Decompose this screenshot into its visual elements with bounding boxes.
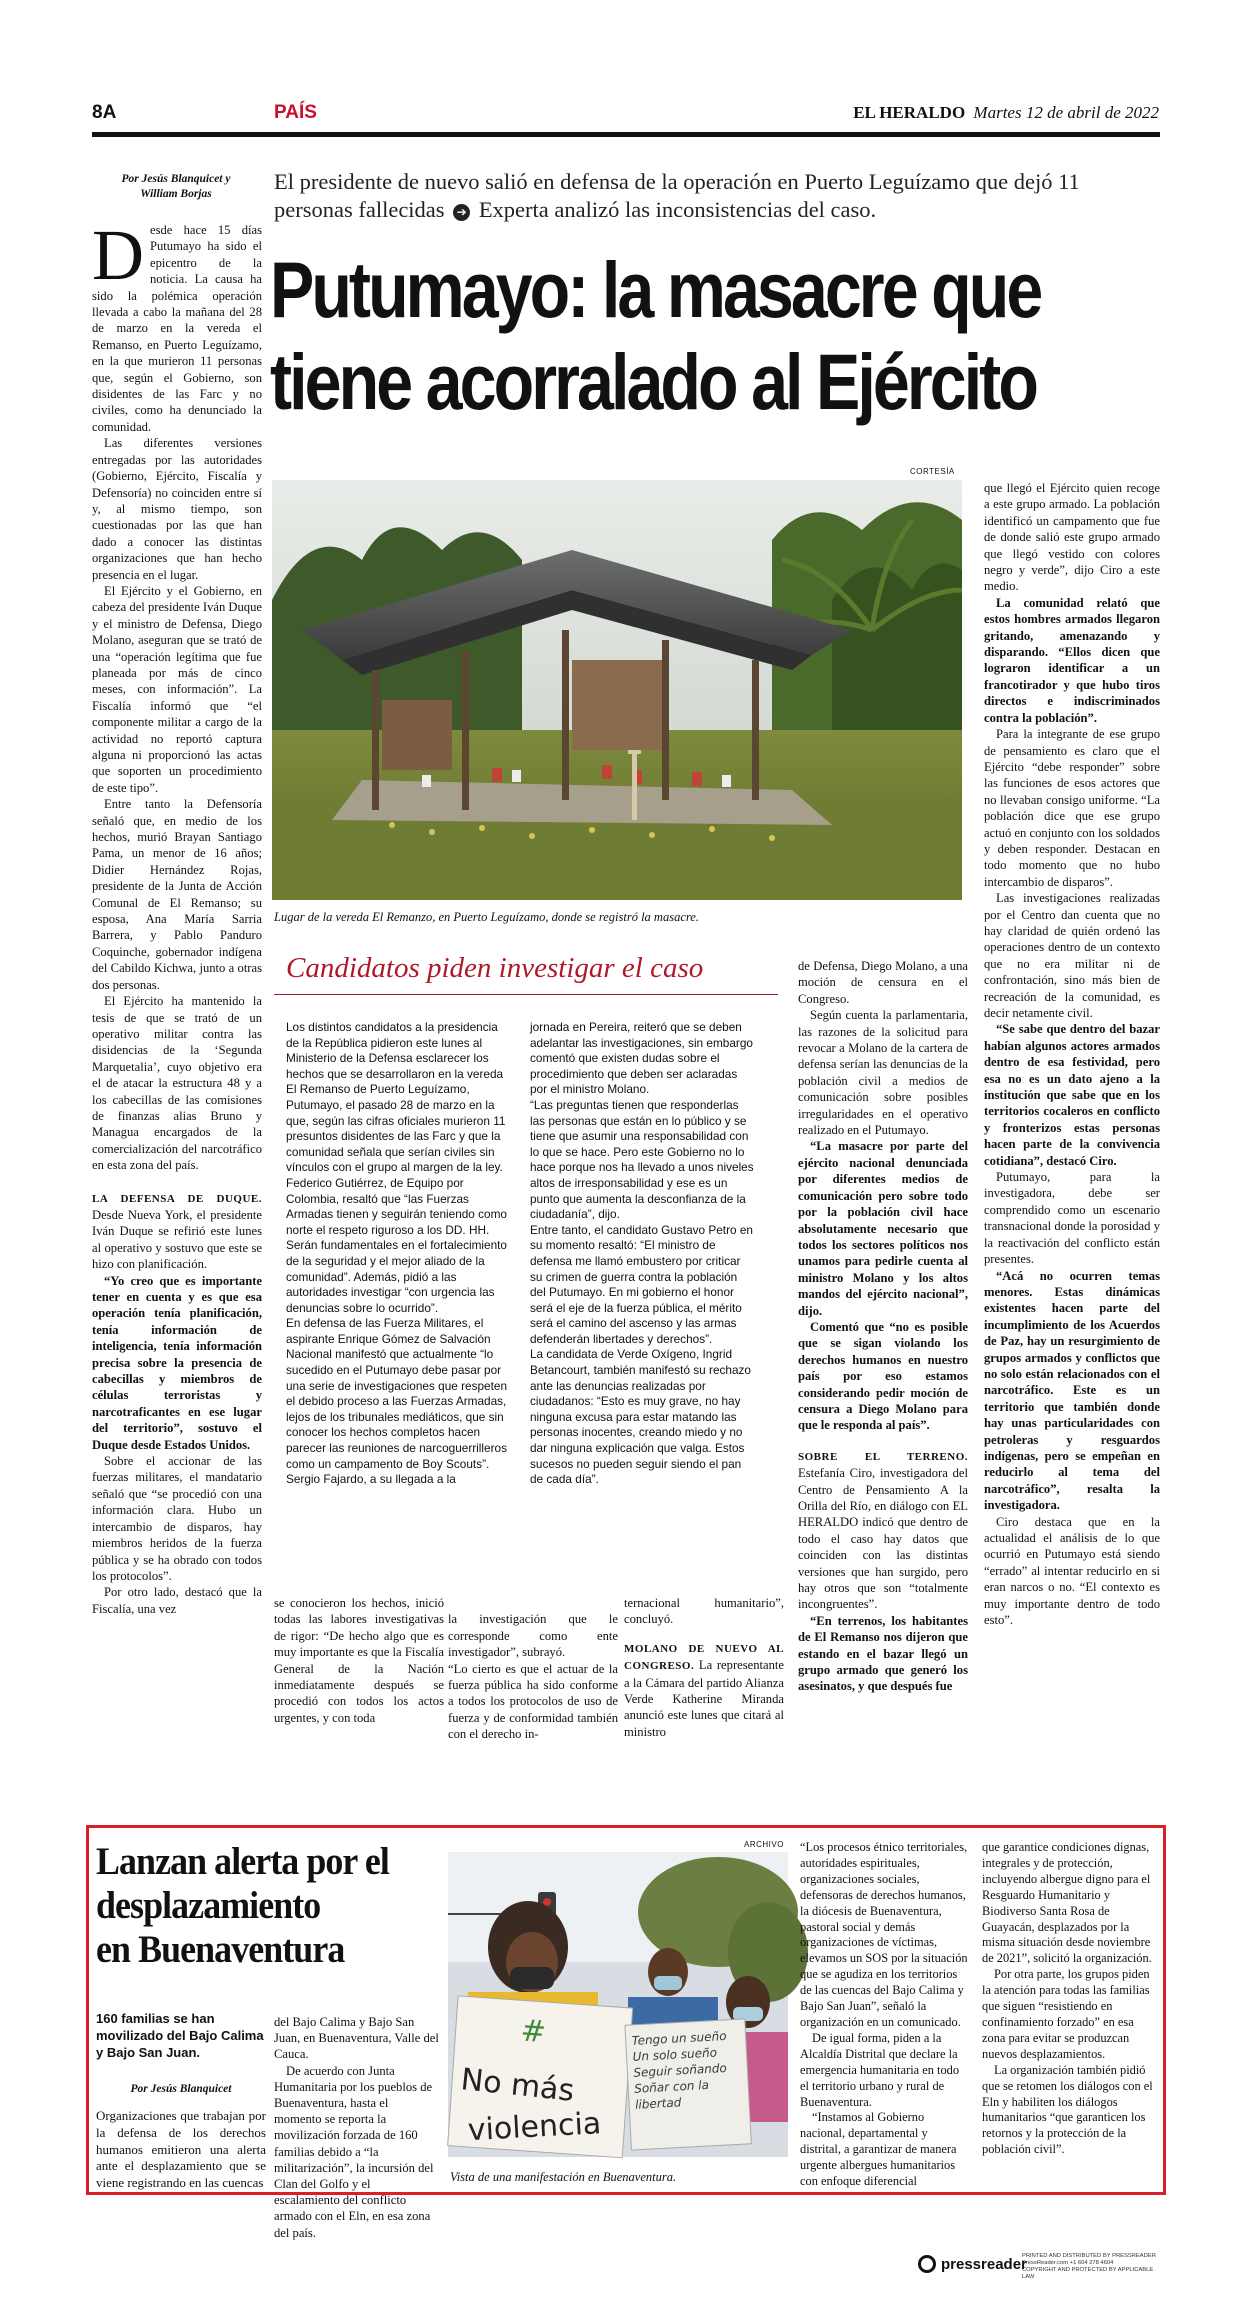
- header-right: [853, 103, 1159, 123]
- col4-text: ternacional humanitario”, concluyó.: [624, 1596, 784, 1627]
- copyright: COPYRIGHT AND PROTECTED BY APPLICABLE LAW: [1022, 2267, 1154, 2280]
- second-col4-paragraph: Por otra parte, los grupos piden la atención para todas las familias que siguen “resistiendo en confinamiento forzado” en esa zona para evitar se produzcan nuevos desplazamientos.: [982, 1967, 1150, 2061]
- col5-paragraph: de Defensa, Diego Molano, a una moción de censura en el Congreso.: [798, 959, 968, 1006]
- main-photo-caption: Lugar de la vereda El Remanzo, en Puerto Leguízamo, donde se registró la masacre.: [274, 910, 699, 924]
- col1-paragraph: El Ejército y el Gobierno, en cabeza del presidente Iván Duque y el ministro de Defensa, Diego Molano, aseguran que se trató de una “operación legítima que fue planeada por más de cinco meses, con información”. La Fiscalía informó que “el componente militar a cargo de la actividad no reportó captura alguna ni proporcionó las actas que soporten un procedimiento de este tipo”.: [92, 583, 262, 795]
- kicker-text-2: Experta analizó las inconsistencias del caso.: [478, 197, 877, 222]
- second-col3-paragraph: De igual forma, piden a la Alcaldía Distrital que declare la emergencia humanitaria en todo el territorio urbano y rural de Buenaventura.: [800, 2030, 960, 2109]
- main-column-5: [798, 958, 968, 1776]
- main-headline: [270, 244, 1041, 428]
- col2-text: se conocieron los hechos, inició todas las labores investigativas de rigor: “De hecho algo que es muy importante es que la Fiscalía General de la Nación inmediatamente después se procedió con todos los actos urgentes, y con toda: [274, 1596, 444, 1725]
- col1-paragraph: El Ejército ha mantenido la tesis de que se trató de un operativo militar contra las disidencias de la ‘Segunda Marquetalia’, cuyo objetivo era el de atacar la estructura 48 y a los cabecillas de las comisiones de finanzas alias Bruno y Managua encargados de la comercialización del narcotráfico en esta zona del país.: [92, 994, 262, 1173]
- second-col1-text: Organizaciones que trabajan por la defensa de los derechos humanos emitieron una alerta ante el desplazamiento que se viene registrando en las cuencas: [96, 2108, 266, 2191]
- col6-paragraph: Las investigaciones realizadas por el Centro dan cuenta que no hay claridad de quién ordenó las operaciones dentro de un contexto que no era militar ni de confrontación, sino más bien de recreación de la comunidad, es decir netamente civil.: [984, 891, 1160, 1020]
- main-byline: [92, 172, 260, 202]
- sidebar-paragraph: En defensa de las Fuerza Militares, el aspirante Enrique Gómez de Salvación Nacional manifestó que actualmente “lo sucedido en el Putumayo debe pasar por una serie de investigaciones que respeten el debido proceso a las Fuerzas Armadas, lejos de los tribunales mediáticos, que sin conocer los hechos completos hacen parecer las reuniones de narcoguerrilleros como un campamento de Boy Scouts”.: [286, 1316, 508, 1471]
- second-col3-paragraph: “Instamos al Gobierno nacional, departamental y distrital, a garantizar de manera urgente albergues humanitarios con enfoque diferencial: [800, 2110, 957, 2189]
- headline-line: Putumayo: la masacre que: [270, 245, 1041, 334]
- print-contact: [1022, 2260, 1162, 2267]
- col1-paragraph: Las diferentes versiones entregadas por las autoridades (Gobierno, Ejército, Fiscalía y Defensoría) no coinciden entre sí y, al mismo tiempo, son cuestionadas por las que han dado a conocer las distintas organizaciones que han hecho presencia en el lugar.: [92, 436, 262, 582]
- section-lead: LA DEFENSA DE DUQUE.: [92, 1192, 262, 1205]
- sidebar-paragraph: La candidata de Verde Oxígeno, Ingrid Betancourt, también manifestó su rechazo ante las denuncias realizadas por ciudadanos: “Esto es muy grave, no hay ninguna excusa para estar matando las personas inocentes, creando miedo y no dar ninguna explicación que valga. Estos sucesos no pueden seguir siendo el pan de cada día”.: [530, 1347, 751, 1487]
- col5-lead-text: Estefanía Ciro, investigadora del Centro de Pensamiento A la Orilla del Río, en diálogo con EL HERALDO indicó que dentro de todo el caso hay datos que coinciden con las distintas versiones que han surgido, pero hay otros que son “totalmente incongruentes”.: [798, 1466, 968, 1612]
- main-column-4: [624, 1595, 784, 1775]
- byline-line1: Por Jesús Blanquicet y: [121, 173, 231, 185]
- col3-text: la investigación que le corresponde como ente investigador”, subrayó. “Lo cierto es que el actuar de la fuerza pública ha sido conforme a todos los protocolos de uso de fuerza y de conformidad también con el derecho in-: [448, 1612, 618, 1742]
- kicker: [274, 168, 1154, 224]
- sign-hashtag: #: [519, 2013, 548, 2051]
- headline-line: Lanzan alerta por el: [96, 1840, 389, 1883]
- pressreader-logo: [918, 2255, 1027, 2273]
- issue-date: Martes 12 de abril de 2022: [973, 103, 1159, 122]
- second-column-2: [274, 2014, 439, 2240]
- section-lead: SOBRE EL TERRENO.: [798, 1450, 968, 1463]
- headline-line: tiene acorralado al Ejército: [270, 337, 1036, 426]
- sidebar-paragraph: jornada en Pereira, reiteró que se deben adelantar las investigaciones, sin embargo comentó que existen dudas sobre el procedimiento que deben ser aclaradas por el ministro Molano.: [530, 1020, 753, 1097]
- col5-quote: Comentó que “no es posible que se sigan violando los derechos humanos en nuestro país por eso estamos considerando pedir moción de censura a Diego Molano para que le responda al país”.: [798, 1319, 968, 1433]
- header-rule: [92, 132, 1160, 137]
- second-col3-paragraph: “Los procesos étnico territoriales, autoridades espirituales, organizaciones sociales, defensoras de derechos humanos, la diócesis de Buenaventura, pastoral social y demás organizaciones de víctimas, elevamos un SOS por la situación que se agudiza en los territorios de las cuencas del Bajo Calima y Bajo San Juan”, señaló la organización en un comunicado.: [800, 1840, 968, 2029]
- arrow-right-icon: ➔: [453, 204, 470, 221]
- second-column-4: [982, 1840, 1158, 2190]
- col1-paragraph: Por otro lado, destacó que la Fiscalía, una vez: [92, 1585, 262, 1616]
- pressreader-brand: pressreader: [941, 2255, 1027, 2273]
- main-column-1: [92, 215, 262, 1777]
- pressreader-icon: [918, 2255, 936, 2273]
- second-col2-paragraph: del Bajo Calima y Bajo San Juan, en Buenaventura, Valle del Cauca.: [274, 2015, 439, 2062]
- sidebar-paragraph: “Las preguntas tienen que responderlas las personas que están en lo público y se tiene que asumir una responsabilidad con lo que se hace. Pero este Gobierno no lo hace porque nos ha llevado a unos niveles altos de irresponsabilidad y ese es un punto que aumenta la desconfianza de la ciudadanía”, dijo.: [530, 1097, 754, 1222]
- sign-text-violencia: violencia: [466, 2106, 603, 2149]
- second-col2-paragraph: De acuerdo con Junta Humanitaria por los pueblos de Buenaventura, hasta el momento se reporta la movilización forzada de 160 familias debido a “la militarización”, la incursión del Clan del Golfo y el escalamiento del conflicto armado con el Eln, en esa zona del país.: [274, 2063, 434, 2240]
- main-column-6: [984, 480, 1160, 1776]
- second-photo-credit: ARCHIVO: [744, 1840, 784, 1849]
- newspaper-name: EL HERALDO: [853, 103, 966, 122]
- sidebar-column-2: [530, 1020, 756, 1590]
- photo-credit: CORTESÍA: [910, 467, 955, 476]
- col6-quote: “Se sabe que dentro del bazar habían algunos actores armados dentro de esa festividad, pero esa no es un dato ajeno a la institución que sabe que en los territorios cocaleros en conflicto y fronterizos estas personas hacen parte de la convivencia cotidiana”, destacó Ciro.: [984, 1022, 1160, 1168]
- col5-quote: “La masacre por parte del ejército nacional denunciada por diferentes medios de comunicación pero sobre todo por la población civil hace absolutamente necesario que todos los sectores políticos nos unamos para pedirle cuenta al ministro Molano y los altos mandos del ejército nacional”, dijo.: [798, 1139, 968, 1318]
- second-headline: [96, 1840, 427, 1972]
- drop-cap: D: [92, 215, 144, 295]
- kicker-text: El presidente de nuevo salió en defensa de la operación en Puerto Leguízamo que dejó 11 personas fallecidas: [274, 169, 1080, 222]
- sign-text-no-mas: No más: [459, 2062, 576, 2109]
- sidebar-paragraph: Federico Gutiérrez, de Equipo por Colombia, resaltó que “las Fuerzas Armadas tienen y seguirán teniendo como norte el respeto riguroso a los DD. HH. Serán fundamentales en el fortalecimiento de la seguridad y el mejor aliado de la comunidad”. Además, pidió a las autoridades investigar “con urgencia las denuncias sobre lo ocurrido”.: [286, 1175, 507, 1315]
- col6-quote: La comunidad relató que estos hombres armados llegaron gritando, amenazando y disparando. “Ellos dicen que lograron identificar a un francotirador y que hubo tiros directos e indiscriminados contra la población”.: [984, 595, 1160, 725]
- headline-line: desplazamiento: [96, 1884, 321, 1927]
- col6-quote: “Acá no ocurren temas menores. Estas dinámicas existentes hacen parte del incumplimiento de los Acuerdos de Paz, hay un resurgimiento de grupos armados y conflictos que no solo están relacionados con el narcotráfico. Este es un territorio que también donde hay unas particularidades con petroleras y resguardos indígenas, pero se empeñan en reducirlo al tema del narcotráfico”, resalta la investigadora.: [984, 1268, 1160, 1513]
- col1-intro-paragraph: [92, 215, 262, 435]
- main-column-2: [274, 1595, 444, 1775]
- main-column-3: [448, 1595, 618, 1775]
- col1-intro-text: esde hace 15 días Putumayo ha sido el epicentro de la noticia. La causa ha sido la polémica operación llevada a cabo la mañana del 28 de marzo en la vereda el Remanso, en Puerto Leguízamo, en la que murieron 11 personas que, según el Gobierno, son disidentes de las Farc y no civiles, como ha denunciado la comunidad.: [92, 223, 262, 434]
- masacre-site-photo: [272, 480, 962, 900]
- sign2-text: Tengo un sueño Un solo sueño Seguir soñando Soñar con la libertad: [631, 2028, 728, 2112]
- col1-paragraph: Sobre el accionar de las fuerzas militares, el mandatario señaló que “se procedió con una información clara. Hubo un intercambio de disparos, hay miembros heridos de la fuerza pública y se ha obrado con todos los protocolos”.: [92, 1454, 262, 1583]
- section-label: PAÍS: [274, 102, 317, 123]
- col4-lead-text: La representante a la Cámara del partido Alianza Verde Katherine Miranda anunció este lunes que citará al ministro: [624, 1658, 784, 1739]
- sidebar-paragraph: Entre tanto, el candidato Gustavo Petro en su momento resaltó: “El ministro de defensa me llamó embustero por criticar su crimen de guerra contra la población del Putumayo. En mi gobierno el honor será el eje de la fuerza pública, el mérito será el camino del ascenso y las armas defenderán libertades y derechos”.: [530, 1222, 753, 1346]
- sidebar-rule: [274, 994, 778, 995]
- col1-paragraph: Entre tanto la Defensoría señaló que, en medio de los hechos, murió Brayan Santiago Pama, un menor de 16 años; Didier Hernández Rojas, presidente de la Junta de Acción Comunal de El Remanso; su esposa, Ana María Sarria Barrera, y Pablo Panduro Coquinche, gobernador indígena del Cabildo Kichwa, junto a otras dos personas.: [92, 797, 262, 992]
- col5-paragraph: Según cuenta la parlamentaria, las razones de la solicitud para revocar a Molano de la cartera de defensa serían las denuncias de la población civil a medios de comunicación sobre posibles irregularidades en el operativo realizado en el Putumayo.: [798, 1008, 968, 1138]
- col1-lead-text: Desde Nueva York, el presidente Iván Duque se refirió este lunes al operativo y sostuvo que este se hizo con planificación.: [92, 1207, 262, 1272]
- sidebar-paragraph: Sergio Fajardo, a su llegada a la: [286, 1472, 456, 1487]
- buenaventura-protest-photo: [448, 1852, 788, 2157]
- headline-line: en Buenaventura: [96, 1928, 345, 1971]
- col6-paragraph: Putumayo, para la investigadora, debe ser comprendido como un escenario transnacional donde la porosidad y la reactivación del conflicto están presentes.: [984, 1170, 1160, 1267]
- col1-lead-paragraph: [92, 1190, 262, 1273]
- second-col4-paragraph: La organización también pidió que se retomen los diálogos con el Eln y habiliten los diálogos humanitarios “que garanticen los retornos y la protección de la población civil”.: [982, 2062, 1153, 2157]
- col1-quote: “Yo creo que es importante tener en cuenta y es que esa operación tenía planificación, tenía información de inteligencia, tenía información precisa sobre la presencia de cabecillas y miembros de células terroristas y narcotraficantes en ese lugar del territorio”, sostuvo el Duque desde Estados Unidos.: [92, 1273, 262, 1452]
- col4-lead-paragraph: [624, 1640, 784, 1740]
- second-column-1: [96, 2108, 266, 2191]
- col6-paragraph: que llegó el Ejército quien recoge a este grupo armado. La población identificó un campamento que fue de donde salió este grupo armado que llegó vestido con colores negro y verde”, dijo Ciro a este medio.: [984, 481, 1160, 594]
- second-photo: [448, 1852, 788, 2157]
- sidebar-column-1: [286, 1020, 508, 1590]
- sidebar-title: Candidatos piden investigar el caso: [286, 952, 704, 984]
- col6-paragraph: Para la integrante de ese grupo de pensamiento es claro que el Ejército “debe responder” sobre las funciones de esos actores que no llevaban consigo uniforme. “La población dice que ese grupo actuó en conjunto con los soldados y deben responder. Destacan en todo momento que no hubo intercambio de disparos”.: [984, 727, 1160, 889]
- col5-lead-paragraph: [798, 1448, 968, 1613]
- print-phone: +1 604 278 4604: [1069, 2260, 1114, 2266]
- main-photo: [272, 480, 962, 900]
- print-note: PRINTED AND DISTRIBUTED BY PRESSREADER: [1022, 2253, 1156, 2259]
- page-number: 8A: [92, 102, 117, 123]
- print-url: PressReader.com: [1022, 2260, 1069, 2266]
- second-col4-paragraph: que garantice condiciones dignas, integrales y de protección, incluyendo albergue digno para el Resguardo Humanitario y Biodiverso Santa Rosa de Guayacán, desplazados por la misma situación desde noviembre de 2021”, solicitó la organización.: [982, 1840, 1152, 1966]
- second-subhead: 160 familias se han movilizado del Bajo Calima y Bajo San Juan.: [96, 2011, 264, 2060]
- byline-line2: William Borjas: [140, 188, 212, 200]
- col6-paragraph: Ciro destaca que en la actualidad el análisis de lo que ocurrió en Putumayo está siendo “errado” al intentar reducirlo en si eran narcos o no. “El contexto es muy importante dentro de todo esto”.: [984, 1514, 1160, 1628]
- second-photo-caption: Vista de una manifestación en Buenaventura.: [450, 2170, 677, 2184]
- print-notice: [1022, 2253, 1162, 2281]
- section-lead: MOLANO DE NUEVO AL CONGRESO.: [624, 1642, 784, 1673]
- col5-quote: “En terrenos, los habitantes de El Remanso nos dijeron que estando en el bazar llegó un grupo armado que generó los asesinatos, y que después fue: [798, 1613, 968, 1694]
- sidebar-paragraph: Los distintos candidatos a la presidencia de la República pidieron este lunes al Ministerio de la Defensa esclarecer los hechos que se desarrollaron en la vereda El Remanso de Puerto Leguízamo, Putumayo, el pasado 28 de marzo en la que, según las cifras oficiales murieron 11 presuntos disidentes de las Farc y que la comunidad señala que serían civiles sin vínculos con el grupo al margen de la ley.: [286, 1020, 506, 1175]
- second-byline: Por Jesús Blanquicet: [130, 2083, 232, 2095]
- second-column-3: [800, 1840, 968, 2190]
